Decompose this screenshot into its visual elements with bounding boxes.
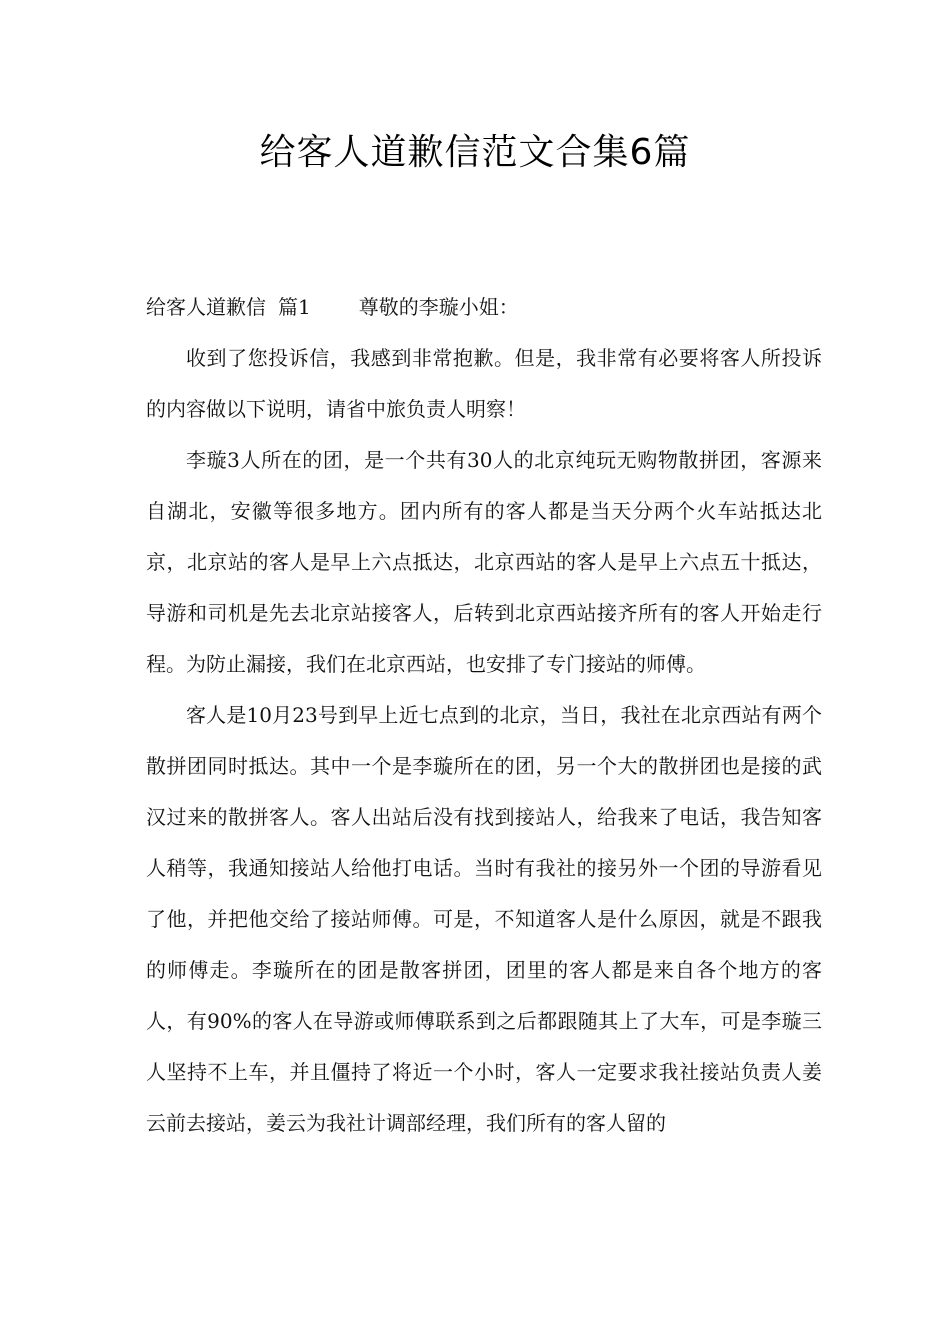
document-body	[146, 282, 822, 1149]
paragraph-3: 客人是10月23号到早上近七点到的北京，当日，我社在北京西站有两个散拼团同时抵达。其中一个是李璇所在的团，另一个大的散拼团也是接的武汉过来的散拼客人。客人出站后没有找到接站人，给我来了电话，我告知客人稍等，我通知接站人给他打电话。当时有我社的接另外一个团的导游看见了他，并把他交给了接站师傅。可是，不知道客人是什么原因，就是不跟我的师傅走。李璇所在的团是散客拼团，团里的客人都是来自各个地方的客人，有90%的客人在导游或师傅联系到之后都跟随其上了大车，可是李璇三人坚持不上车，并且僵持了将近一个小时，客人一定要求我社接站负责人姜云前去接站，姜云为我社计调部经理，我们所有的客人留的	[146, 703, 822, 1135]
paragraph-2: 李璇3人所在的团，是一个共有30人的北京纯玩无购物散拼团，客源来自湖北，安徽等很多地方。团内所有的客人都是当天分两个火车站抵达北京，北京站的客人是早上六点抵达，北京西站的客人是早上六点五十抵达，导游和司机是先去北京站接客人，后转到北京西站接齐所有的客人开始走行程。为防止漏接，我们在北京西站，也安排了专门接站的师傅。	[146, 448, 822, 676]
salutation: 尊敬的李璇小姐：	[358, 295, 519, 319]
section-label: 给客人道歉信	[146, 295, 266, 319]
section-number: 篇1	[278, 295, 311, 319]
paragraph-1: 收到了您投诉信，我感到非常抱歉。但是，我非常有必要将客人所投诉的内容做以下说明，请省中旅负责人明察！	[146, 346, 822, 421]
document-title: 给客人道歉信范文合集6篇	[259, 132, 691, 173]
section-heading	[146, 282, 822, 333]
